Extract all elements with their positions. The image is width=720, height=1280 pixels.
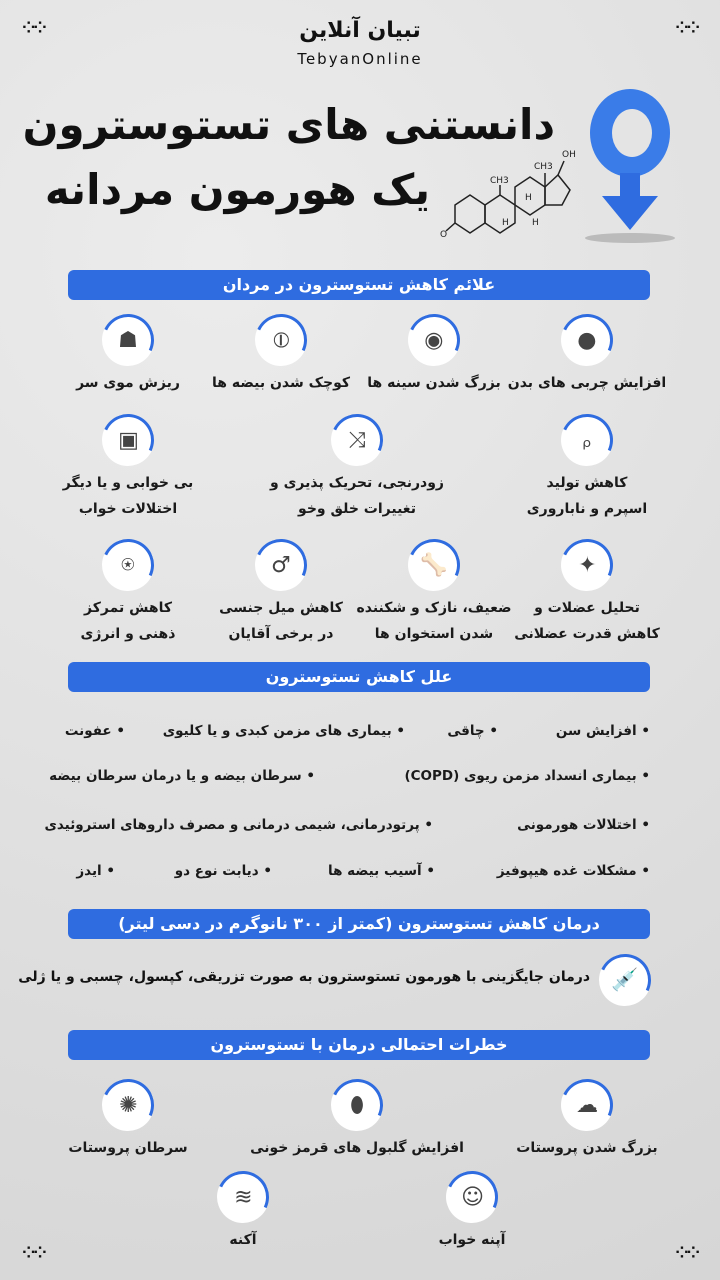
brand-logo-en: TebyanOnline bbox=[297, 50, 423, 68]
male-symbol-3d-icon bbox=[570, 78, 690, 248]
label-line: کاهش میل جنسی bbox=[219, 600, 343, 616]
molecule-ch3: CH3 bbox=[490, 176, 509, 186]
label-line: آکنه bbox=[229, 1232, 257, 1248]
molecule-oh: OH bbox=[562, 150, 576, 160]
label-line: کوچک شدن بیضه ها bbox=[212, 375, 350, 391]
label-line: تحلیل عضلات و bbox=[534, 600, 640, 616]
label-line: زودرنجی، تحریک پذیری و bbox=[270, 475, 444, 491]
item-label bbox=[81, 595, 176, 647]
corner-dots-decoration: ⁘⁘ bbox=[675, 18, 698, 37]
section-header-risks: خطرات احتمالی درمان با تستوسترون bbox=[68, 1030, 650, 1060]
item-label bbox=[229, 1227, 256, 1253]
section-header-treatment: درمان کاهش تستوسترون (کمتر از ۳۰۰ نانوگرم در دسی لیتر) bbox=[68, 909, 650, 939]
acne-icon-glyph: ≋ bbox=[233, 1184, 253, 1210]
treatment-text: درمان جایگزینی با هورمون تستوسترون به صورت تزریقی، کپسول، چسبی و یا ژلی bbox=[18, 969, 590, 985]
item-label bbox=[68, 1135, 187, 1161]
item-label bbox=[356, 595, 511, 647]
muscle-icon-glyph: ✦ bbox=[577, 552, 597, 578]
section-header-symptoms: علائم کاهش تستوسترون در مردان bbox=[68, 270, 650, 300]
page-title-line2: یک هورمون مردانه bbox=[44, 165, 430, 214]
focus-person-icon-glyph: ⍟ bbox=[121, 552, 135, 578]
label-line: تغییرات خلق وخو bbox=[298, 501, 416, 517]
testicles-icon-glyph: ⦶ bbox=[273, 327, 289, 353]
cause-item: • پرتودرمانی، شیمی درمانی و مصرف داروهای استروئیدی bbox=[45, 817, 433, 833]
molecule-h: H bbox=[502, 218, 509, 228]
cause-item: • عفونت bbox=[65, 723, 125, 739]
item-label bbox=[527, 470, 647, 522]
enlarged-chest-icon-glyph: ◉ bbox=[424, 327, 444, 353]
cause-item: • بیماری های مزمن کبدی و یا کلیوی bbox=[163, 723, 405, 739]
prostate-icon-glyph: ☁ bbox=[576, 1092, 598, 1118]
item-label bbox=[367, 370, 500, 396]
corner-dots-decoration: ⁘⁘ bbox=[22, 1243, 45, 1262]
shuffle-icon-glyph: ⤨ bbox=[348, 427, 366, 453]
item-label bbox=[212, 370, 350, 396]
virus-icon-glyph: ✺ bbox=[118, 1092, 138, 1118]
cause-item: • اختلالات هورمونی bbox=[517, 817, 650, 833]
corner-dots-decoration: ⁘⁘ bbox=[22, 18, 45, 37]
item-label bbox=[439, 1227, 506, 1253]
cause-item: • افزایش سن bbox=[556, 723, 650, 739]
section-header-causes: علل کاهش تستوسترون bbox=[68, 662, 650, 692]
label-line: افزایش چربی های بدن bbox=[507, 375, 667, 391]
cause-item: • مشکلات غده هیپوفیز bbox=[497, 863, 650, 879]
syringe-icon: 💉 bbox=[592, 947, 659, 1014]
molecule-h: H bbox=[532, 218, 539, 228]
cause-item: • آسیب بیضه ها bbox=[328, 863, 435, 879]
label-line: افزایش گلبول های قرمز خونی bbox=[250, 1140, 464, 1156]
label-line: اسپرم و ناباروری bbox=[526, 501, 648, 517]
hair-icon-glyph: ☗ bbox=[118, 327, 138, 353]
obese-body-icon-glyph: ● bbox=[577, 327, 597, 353]
item-label bbox=[508, 370, 666, 396]
sleep-apnea-icon-glyph: ☺ bbox=[460, 1184, 484, 1210]
label-line: کاهش تمرکز bbox=[84, 600, 172, 616]
corner-dots-decoration: ⁘⁘ bbox=[675, 1243, 698, 1262]
item-label bbox=[250, 1135, 464, 1161]
label-line: بزرگ شدن سینه ها bbox=[367, 375, 501, 391]
item-label bbox=[270, 470, 444, 522]
bone-joint-icon-glyph: 🦴 bbox=[420, 552, 448, 578]
testosterone-molecule-icon bbox=[440, 145, 580, 240]
label-line: آپنه خواب bbox=[438, 1232, 506, 1248]
page-title-line1: دانستنی های تستوسترون bbox=[22, 100, 555, 149]
item-label bbox=[76, 370, 180, 396]
cause-item: • دیابت نوع دو bbox=[175, 863, 272, 879]
cause-item: • سرطان بیضه و یا درمان سرطان بیضه bbox=[49, 768, 315, 784]
label-line: در برخی آقایان bbox=[228, 626, 334, 642]
brand-logo-fa: تبیان آنلاین bbox=[299, 18, 421, 43]
molecule-h: H bbox=[525, 193, 532, 203]
label-line: شدن استخوان ها bbox=[374, 626, 494, 642]
blood-cells-icon-glyph: ⬮ bbox=[350, 1092, 364, 1118]
sperm-icon-glyph: ᵨ bbox=[582, 427, 592, 453]
label-line: اختلالات خواب bbox=[78, 501, 178, 517]
molecule-ch3: CH3 bbox=[534, 162, 553, 172]
pillow-icon-glyph: ▣ bbox=[117, 427, 139, 453]
label-line: کاهش تولید bbox=[546, 475, 628, 491]
male-symbol-icon-glyph: ♂ bbox=[271, 552, 291, 578]
label-line: ریزش موی سر bbox=[76, 375, 180, 391]
label-line: بی خوابی و یا دیگر bbox=[62, 475, 194, 491]
item-label bbox=[516, 1135, 657, 1161]
cause-item: • ایدز bbox=[76, 863, 115, 879]
cause-item: • بیماری انسداد مزمن ریوی (COPD) bbox=[404, 768, 650, 784]
item-label bbox=[63, 470, 194, 522]
molecule-o: O bbox=[440, 230, 448, 240]
label-line: کاهش قدرت عضلانی bbox=[514, 626, 660, 642]
cause-item: • چاقی bbox=[447, 723, 498, 739]
item-label bbox=[219, 595, 343, 647]
item-label bbox=[514, 595, 659, 647]
label-line: بزرگ شدن پروستات bbox=[516, 1140, 658, 1156]
label-line: سرطان پروستات bbox=[68, 1140, 188, 1156]
label-line: ذهنی و انرژی bbox=[80, 626, 176, 642]
label-line: ضعیف، نازک و شکننده bbox=[356, 600, 512, 616]
